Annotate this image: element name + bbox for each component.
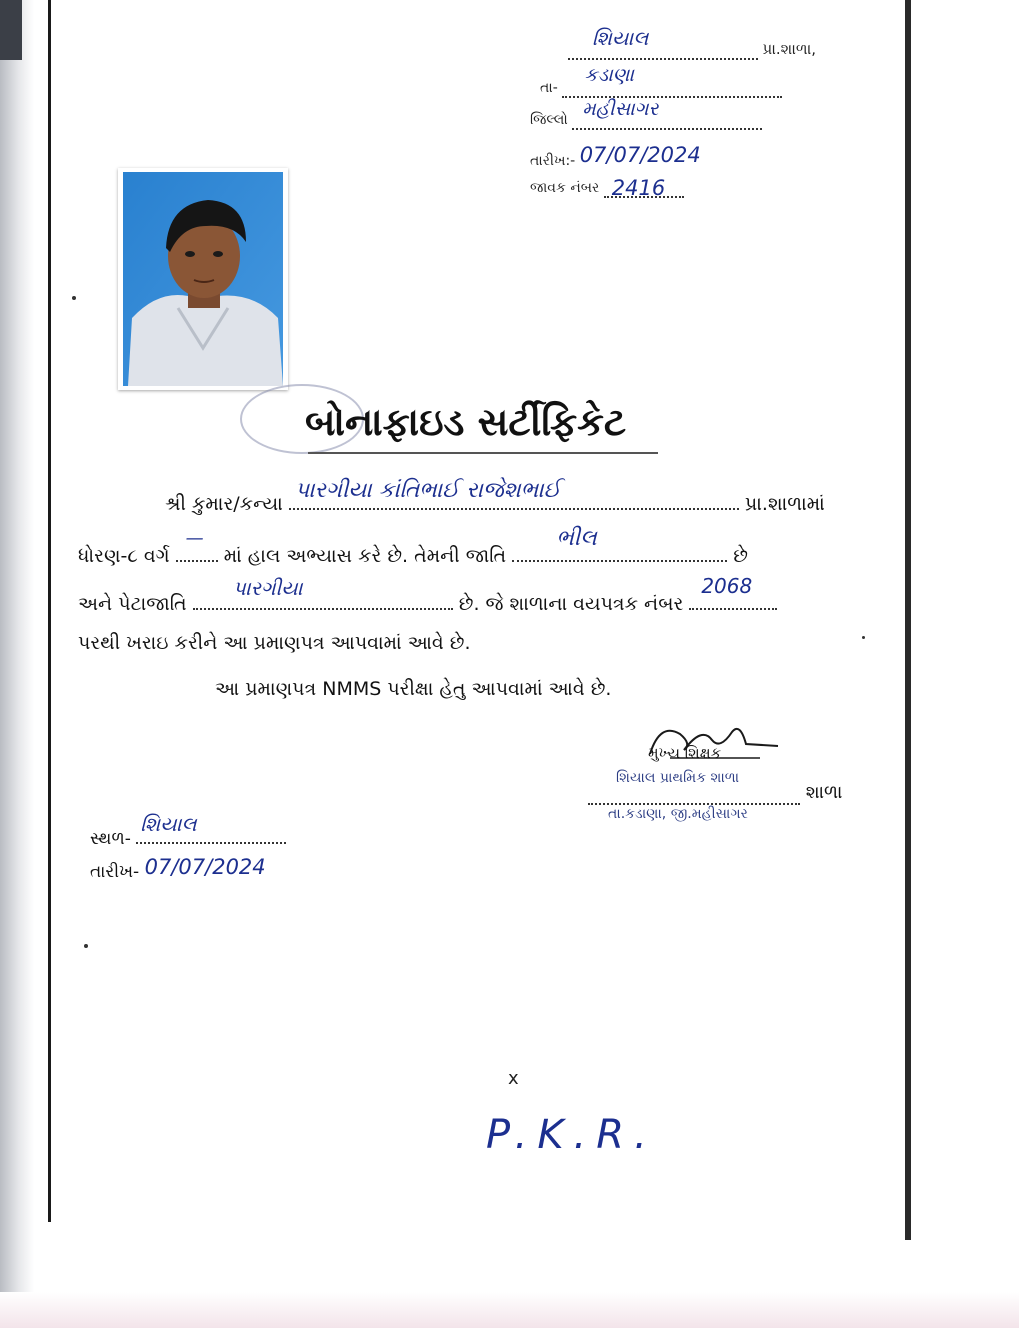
scan-background-left [0,0,34,1328]
header-district-label: જિલ્લો [530,112,568,128]
scan-background-corner [0,0,22,60]
body-register-value: 2068 [701,574,753,598]
header-district-line [530,98,762,130]
header-date-line [530,143,701,170]
body-subcaste-dots [193,576,453,610]
header-district-value: મહીસાગર [582,98,659,120]
header-taluka-value: કડાણા [584,64,634,86]
scan-background-bottom [0,1292,1019,1328]
header-taluka-line [540,64,782,98]
header-school-value: શિયાલ [592,26,649,50]
body-class-dots [176,528,218,562]
title-underline [308,452,658,454]
body-line1-dots [289,478,739,510]
body-student-name: પારગીયા કાંતિભાઈ રાજેશભાઈ [294,478,561,503]
header-school-line [568,26,817,60]
body-line-5: આ પ્રમાણપત્ર NMMS પરીક્ષા હેતુ આપવામાં આવે છે. [215,678,612,700]
header-outward-dots [604,176,684,200]
footer-place-line [90,812,286,849]
signature-school-suffix: શાળા [805,782,843,803]
body-line-1 [165,478,825,515]
body-line2-suffix: છે [733,545,748,567]
body-caste-value: ભીલ [556,526,597,551]
footer-date-line [90,855,266,882]
footer-date-label: તારીખ- [90,862,140,882]
footer-place-dots [136,812,286,844]
student-photo [118,168,288,390]
header-date-value: 07/07/2024 [579,143,701,167]
stray-dot [72,296,76,300]
body-line2-prefix: ધોરણ-૮ વર્ગ [78,545,170,567]
signature-school-line [588,782,842,805]
header-outward-label: જાવક નંબર [530,180,600,196]
body-class-value: — [185,528,204,549]
footer-place-label: સ્થળ- [90,829,131,849]
header-date-label: તારીખ:- [530,153,576,169]
annotation-mark: x [508,1068,519,1089]
body-caste-dots [512,526,727,562]
stray-dot [84,944,88,948]
annotation-initials: P.K.R. [486,1112,657,1158]
body-subcaste-value: પારગીયા [232,576,303,600]
body-register-dots [689,574,777,610]
header-taluka-dots [562,64,782,98]
header-district-dots [572,98,762,130]
header-outward-value: 2416 [611,176,666,200]
body-line3-mid: છે. જે શાળાના વયપત્રક નંબર [458,593,684,615]
body-line-4: પરથી ખરાઇ કરીને આ પ્રમાણપત્ર આપવામાં આવે છે. [78,632,471,654]
header-taluka-label: તા- [540,80,558,96]
body-line1-prefix: શ્રી કુમાર/કન્યા [165,493,283,515]
stamp-school-name: શિયાલ પ્રાથમિક શાળા [616,770,740,786]
body-line-2 [78,526,748,567]
stamp-address: તા.કડાણા, જી.મહીસાગર [608,806,748,822]
headmaster-title: મુખ્ય શિક્ષક [648,744,722,762]
stray-dot [862,636,865,639]
footer-place-value: શિયાલ [140,812,197,836]
certificate-title: બોનાફાઇડ સર્ટીફિકેટ [305,400,627,444]
body-line1-suffix: પ્રા.શાળામાં [744,493,825,515]
signature-school-dots [588,782,800,805]
student-photo-image [118,168,288,390]
paper-edge-right [905,0,911,1240]
header-school-suffix: પ્રા.શાળા, [762,40,817,58]
body-line3-prefix: અને પેટાજાતિ [78,593,187,615]
body-line2-mid: માં હાલ અભ્યાસ કરે છે. તેમની જાતિ [223,545,507,567]
header-school-dots [568,26,758,60]
header-outward-line [530,176,684,200]
body-line-3 [78,574,777,615]
paper-edge-left [48,0,51,1222]
footer-date-value: 07/07/2024 [144,855,266,879]
